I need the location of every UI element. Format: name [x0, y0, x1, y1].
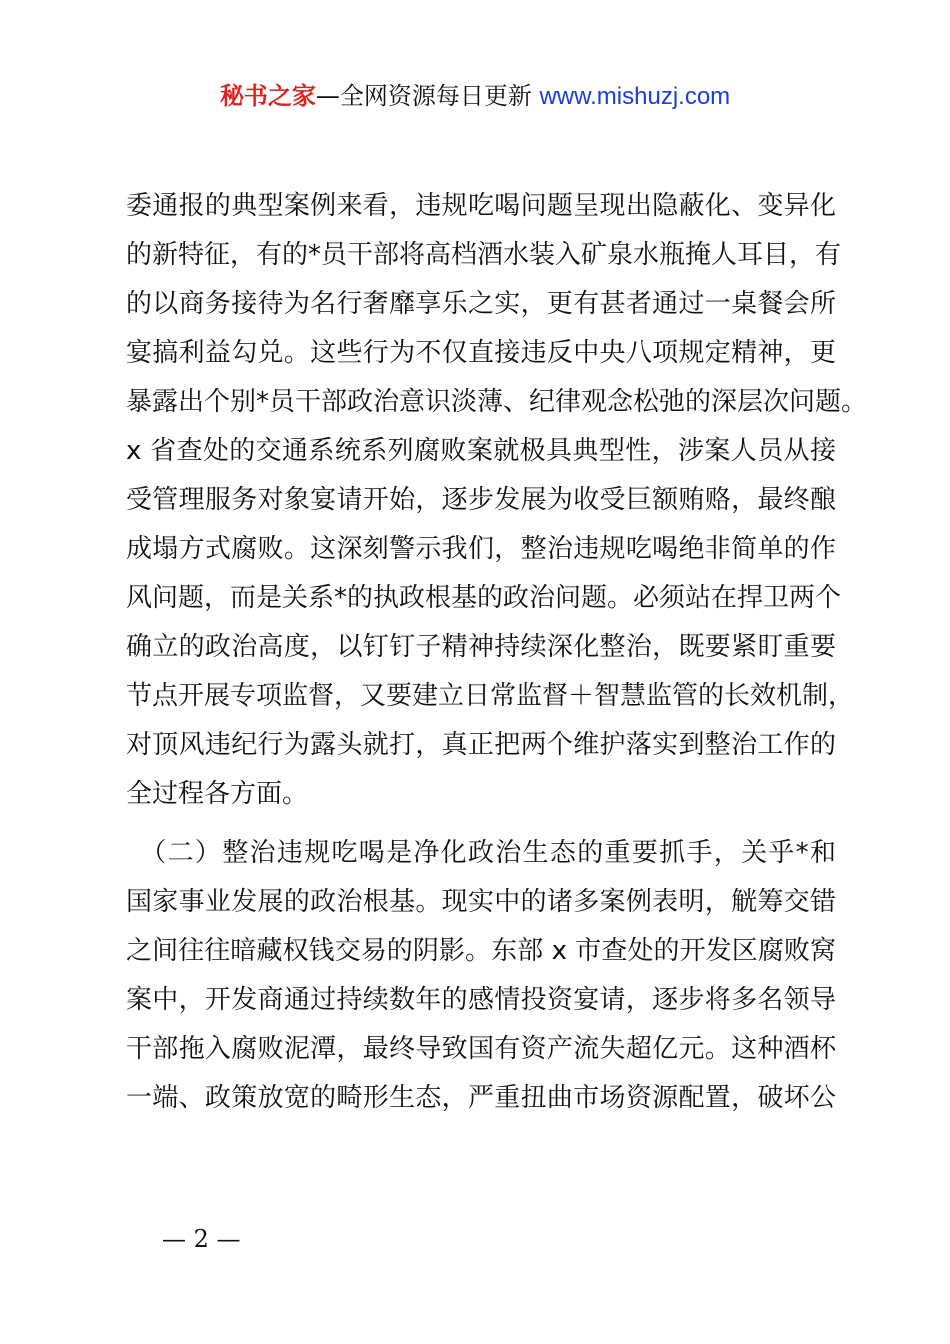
paragraph-2: [126, 829, 836, 1123]
brand-name: 秘书之家: [219, 82, 316, 110]
text-line: 之间往往暗藏权钱交易的阴影。东部 x 市查处的开发区腐败窝: [126, 936, 836, 966]
paragraph-gap: [126, 819, 836, 829]
text-line: 委通报的典型案例来看，违规吃喝问题呈现出隐蔽化、变异化: [126, 191, 836, 221]
site-url[interactable]: www.mishuzj.com: [539, 83, 731, 110]
document-body: [126, 182, 868, 1123]
text-line: 干部拖入腐败泥潭，最终导致国有资产流失超亿元。这种酒杯: [126, 1034, 836, 1064]
text-line: 的新特征，有的*员干部将高档酒水装入矿泉水瓶掩人耳目，有: [126, 240, 842, 270]
text-line: 一端、政策放宽的畸形生态，严重扭曲市场资源配置，破坏公: [126, 1083, 836, 1113]
text-line: 全过程各方面。: [126, 779, 309, 809]
text-line: 的以商务接待为名行奢靡享乐之实，更有甚者通过一桌餐会所: [126, 289, 836, 319]
page-number: — 2 —: [162, 1225, 241, 1253]
text-line: 暴露出个别*员干部政治意识淡薄、纪律观念松弛的深层次问题。: [126, 387, 868, 417]
text-line: 宴搞利益勾兑。这些行为不仅直接违反中央八项规定精神，更: [126, 338, 836, 368]
site-tagline: —全网资源每日更新: [315, 82, 532, 110]
text-line: 确立的政治高度，以钉钉子精神持续深化整治，既要紧盯重要: [126, 632, 836, 662]
site-header: [0, 80, 950, 113]
text-line: 成塌方式腐败。这深刻警示我们，整治违规吃喝绝非简单的作: [126, 534, 836, 564]
text-line: 风问题，而是关系*的执政根基的政治问题。必须站在捍卫两个: [126, 583, 842, 613]
text-line: 国家事业发展的政治根基。现实中的诸多案例表明，觥筹交错: [126, 887, 836, 917]
text-line: 对顶风违纪行为露头就打，真正把两个维护落实到整治工作的: [126, 730, 836, 760]
text-line: 案中，开发商通过持续数年的感情投资宴请，逐步将多名领导: [126, 985, 836, 1015]
text-line: （二）整治违规吃喝是净化政治生态的重要抓手，关乎*和: [126, 838, 836, 868]
paragraph-1: [126, 182, 868, 819]
text-line: 节点开展专项监督，又要建立日常监督＋智慧监管的长效机制，: [126, 681, 855, 711]
text-line: x 省查处的交通系统系列腐败案就极具典型性，涉案人员从接: [126, 436, 836, 466]
text-line: 受管理服务对象宴请开始，逐步发展为收受巨额贿赂，最终酿: [126, 485, 836, 515]
